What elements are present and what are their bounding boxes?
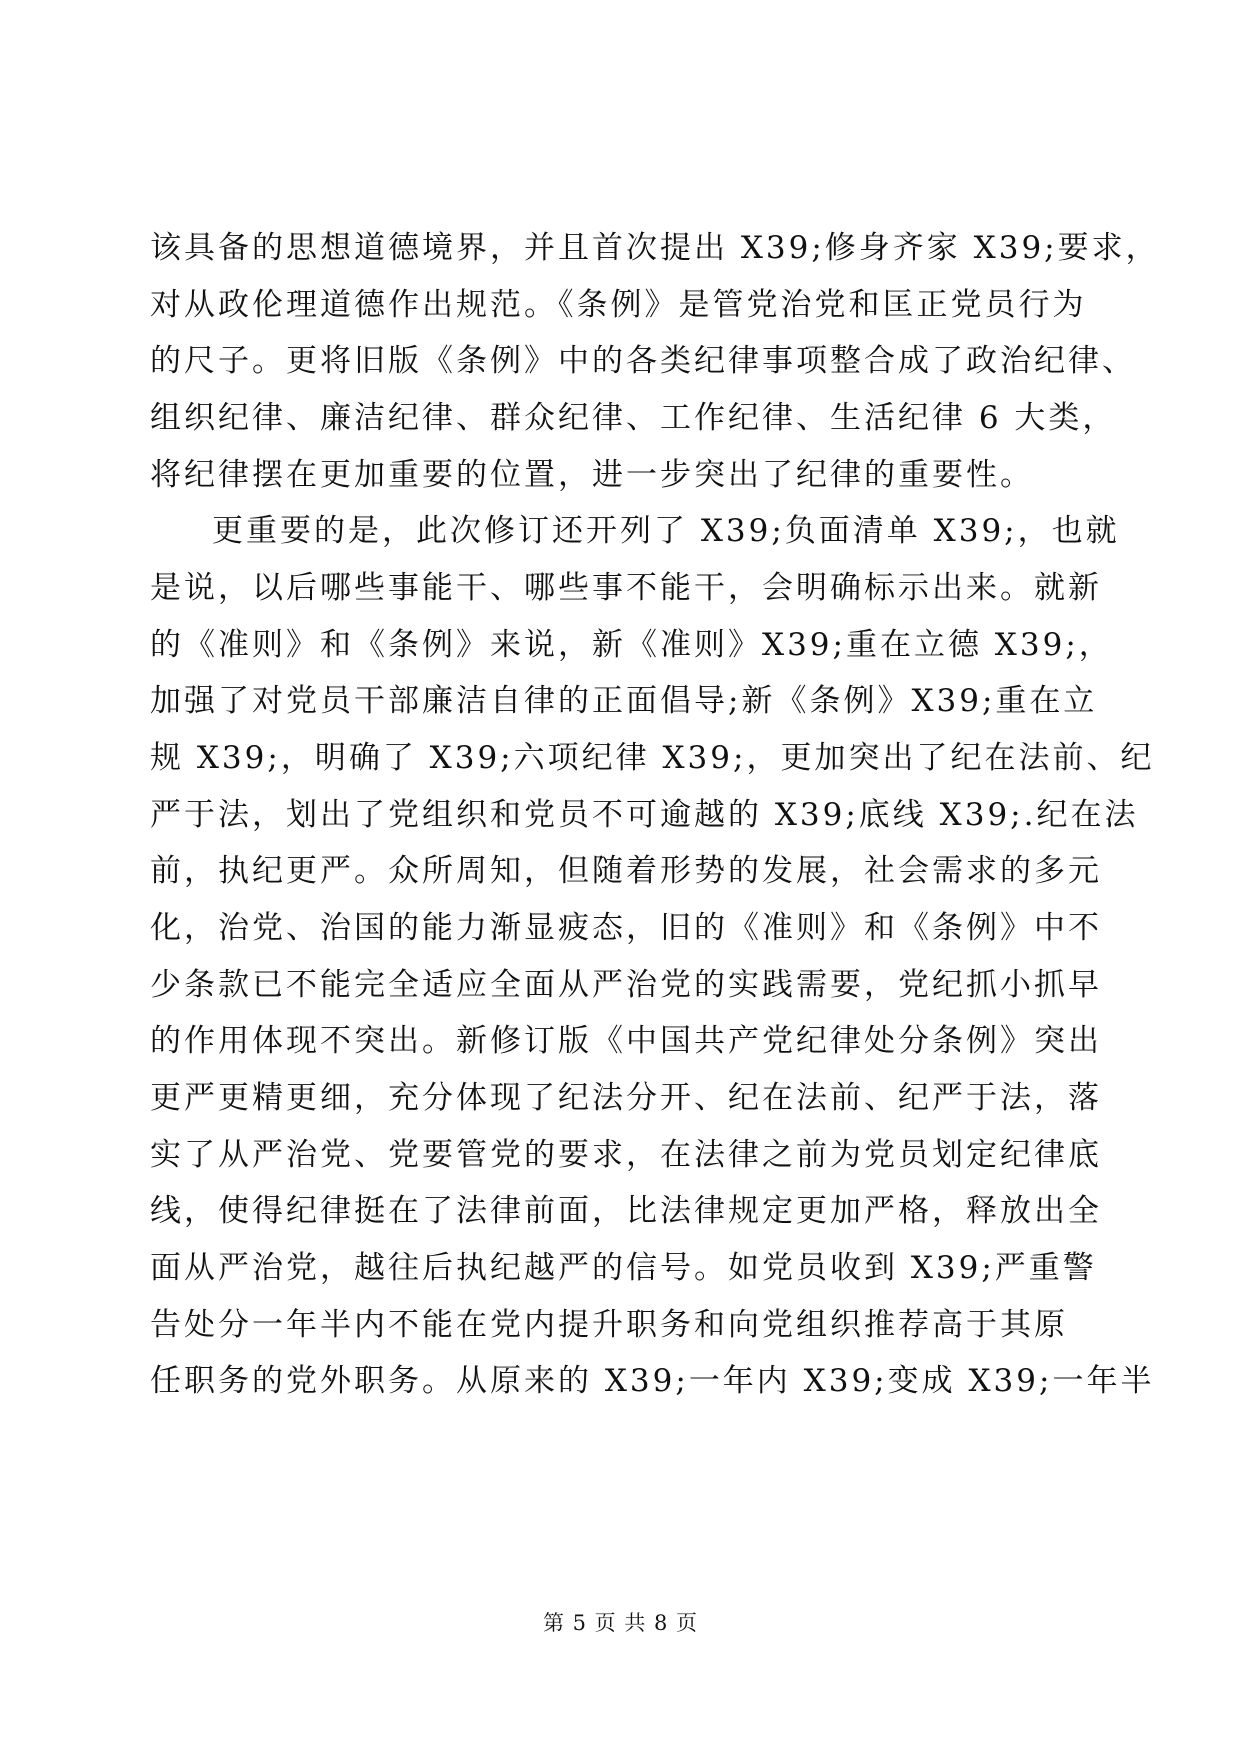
text-line: 的作用体现不突出。新修订版《中国共产党纪律处分条例》突出 bbox=[150, 1023, 1102, 1059]
text-line: 该具备的思想道德境界，并且首次提出 X39;修身齐家 X39;要求， bbox=[150, 230, 1160, 266]
text-line: 少条款已不能完全适应全面从严治党的实践需要，党纪抓小抓早 bbox=[150, 967, 1102, 1003]
text-line: 加强了对党员干部廉洁自律的正面倡导;新《条例》X39;重在立 bbox=[150, 683, 1098, 719]
text-line: 的《准则》和《条例》来说，新《准则》X39;重在立德 X39;， bbox=[150, 627, 1113, 663]
text-line: 更严更精更细，充分体现了纪法分开、纪在法前、纪严于法，落 bbox=[150, 1080, 1102, 1116]
text-line: 前，执纪更严。众所周知，但随着形势的发展，社会需求的多元 bbox=[150, 853, 1102, 889]
text-line: 规 X39;，明确了 X39;六项纪律 X39;，更加突出了纪在法前、纪 bbox=[150, 740, 1155, 776]
text-line: 面从严治党，越往后执纪越严的信号。如党员收到 X39;严重警 bbox=[150, 1250, 1097, 1286]
text-line: 严于法，划出了党组织和党员不可逾越的 X39;底线 X39;.纪在法 bbox=[150, 797, 1139, 833]
text-line: 线，使得纪律挺在了法律前面，比法律规定更加严格，释放出全 bbox=[150, 1193, 1102, 1229]
text-line: 实了从严治党、党要管党的要求，在法律之前为党员划定纪律底 bbox=[150, 1137, 1102, 1173]
text-line: 将纪律摆在更加重要的位置，进一步突出了纪律的重要性。 bbox=[150, 457, 1034, 493]
text-line: 告处分一年半内不能在党内提升职务和向党组织推荐高于其原 bbox=[150, 1307, 1068, 1343]
text-line: 是说，以后哪些事能干、哪些事不能干，会明确标示出来。就新 bbox=[150, 570, 1102, 606]
text-line: 组织纪律、廉洁纪律、群众纪律、工作纪律、生活纪律 6 大类， bbox=[150, 400, 1117, 436]
page-number-footer: 第 5 页 共 8 页 bbox=[542, 1611, 699, 1635]
text-line: 任职务的党外职务。从原来的 X39;一年内 X39;变成 X39;一年半 bbox=[150, 1363, 1155, 1399]
text-line: 的尺子。更将旧版《条例》中的各类纪律事项整合成了政治纪律、 bbox=[150, 343, 1136, 379]
paragraph-first-line: 更重要的是，此次修订还开列了 X39;负面清单 X39;，也就 bbox=[212, 513, 1120, 549]
text-line: 对从政伦理道德作出规范。《条例》是管党治党和匡正党员行为 bbox=[150, 287, 1087, 323]
text-line: 化，治党、治国的能力渐显疲态，旧的《准则》和《条例》中不 bbox=[150, 910, 1102, 946]
